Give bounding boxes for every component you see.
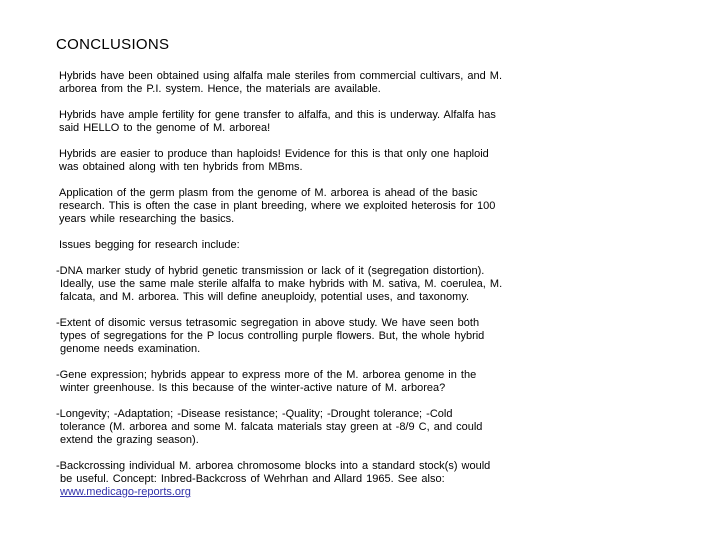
text-line: tolerance (M. arborea and some M. falcata materials stay green at -8/9 C, and could — [60, 421, 483, 433]
text-line: said HELLO to the genome of M. arborea! — [59, 122, 271, 134]
bullet-gene-expression — [56, 369, 536, 395]
paragraph-haploids — [56, 148, 536, 174]
text-line: extend the grazing season). — [60, 434, 199, 446]
text-line: genome needs examination. — [60, 343, 201, 355]
text-line: Application of the germ plasm from the genome of M. arborea is ahead of the basic — [59, 187, 478, 199]
paragraph-fertility — [56, 109, 536, 135]
text-line: Hybrids are easier to produce than haploids! Evidence for this is that only one haploid — [59, 148, 489, 160]
text-line — [56, 486, 536, 499]
text-line: Ideally, use the same male sterile alfalfa to make hybrids with M. sativa, M. coerulea, M. — [60, 278, 503, 290]
text-line: research. This is often the case in plant breeding, where we exploited heterosis for 100 — [59, 200, 496, 212]
bullet-dna-marker — [56, 265, 536, 304]
paragraph-hybrids-obtained — [56, 70, 536, 96]
text-line: arborea from the P.I. system. Hence, the materials are available. — [59, 83, 381, 95]
paragraph-germ-plasm — [56, 187, 536, 226]
medicago-reports-link[interactable]: www.medicago-reports.org — [60, 486, 191, 498]
text-line: winter greenhouse. Is this because of the winter-active nature of M. arborea? — [60, 382, 446, 394]
text-line: Hybrids have been obtained using alfalfa male steriles from commercial cultivars, and M. — [59, 70, 503, 82]
conclusions-body — [56, 70, 536, 512]
text-line: Hybrids have ample fertility for gene transfer to alfalfa, and this is underway. Alfalfa has — [59, 109, 496, 121]
text-line: -Longevity; -Adaptation; -Disease resistance; -Quality; -Drought tolerance; -Cold — [56, 408, 453, 420]
bullet-segregation — [56, 317, 536, 356]
page-title: CONCLUSIONS — [56, 36, 170, 53]
text-line: falcata, and M. arborea. This will define aneuploidy, potential uses, and taxonomy. — [60, 291, 470, 303]
text-line: Issues begging for research include: — [59, 239, 240, 251]
text-line: be useful. Concept: Inbred-Backcross of Wehrhan and Allard 1965. See also: — [60, 473, 445, 485]
text-line: -Backcrossing individual M. arborea chromosome blocks into a standard stock(s) would — [56, 460, 491, 472]
text-line: -DNA marker study of hybrid genetic transmission or lack of it (segregation distortion). — [56, 265, 485, 277]
text-line: -Gene expression; hybrids appear to express more of the M. arborea genome in the — [56, 369, 477, 381]
paragraph-issues-heading — [56, 239, 536, 252]
text-line: -Extent of disomic versus tetrasomic segregation in above study. We have seen both — [56, 317, 480, 329]
bullet-backcrossing — [56, 460, 536, 499]
text-line: types of segregations for the P locus controlling purple flowers. But, the whole hybrid — [60, 330, 485, 342]
bullet-traits — [56, 408, 536, 447]
text-line: was obtained along with ten hybrids from MBms. — [59, 161, 303, 173]
text-line: years while researching the basics. — [59, 213, 235, 225]
